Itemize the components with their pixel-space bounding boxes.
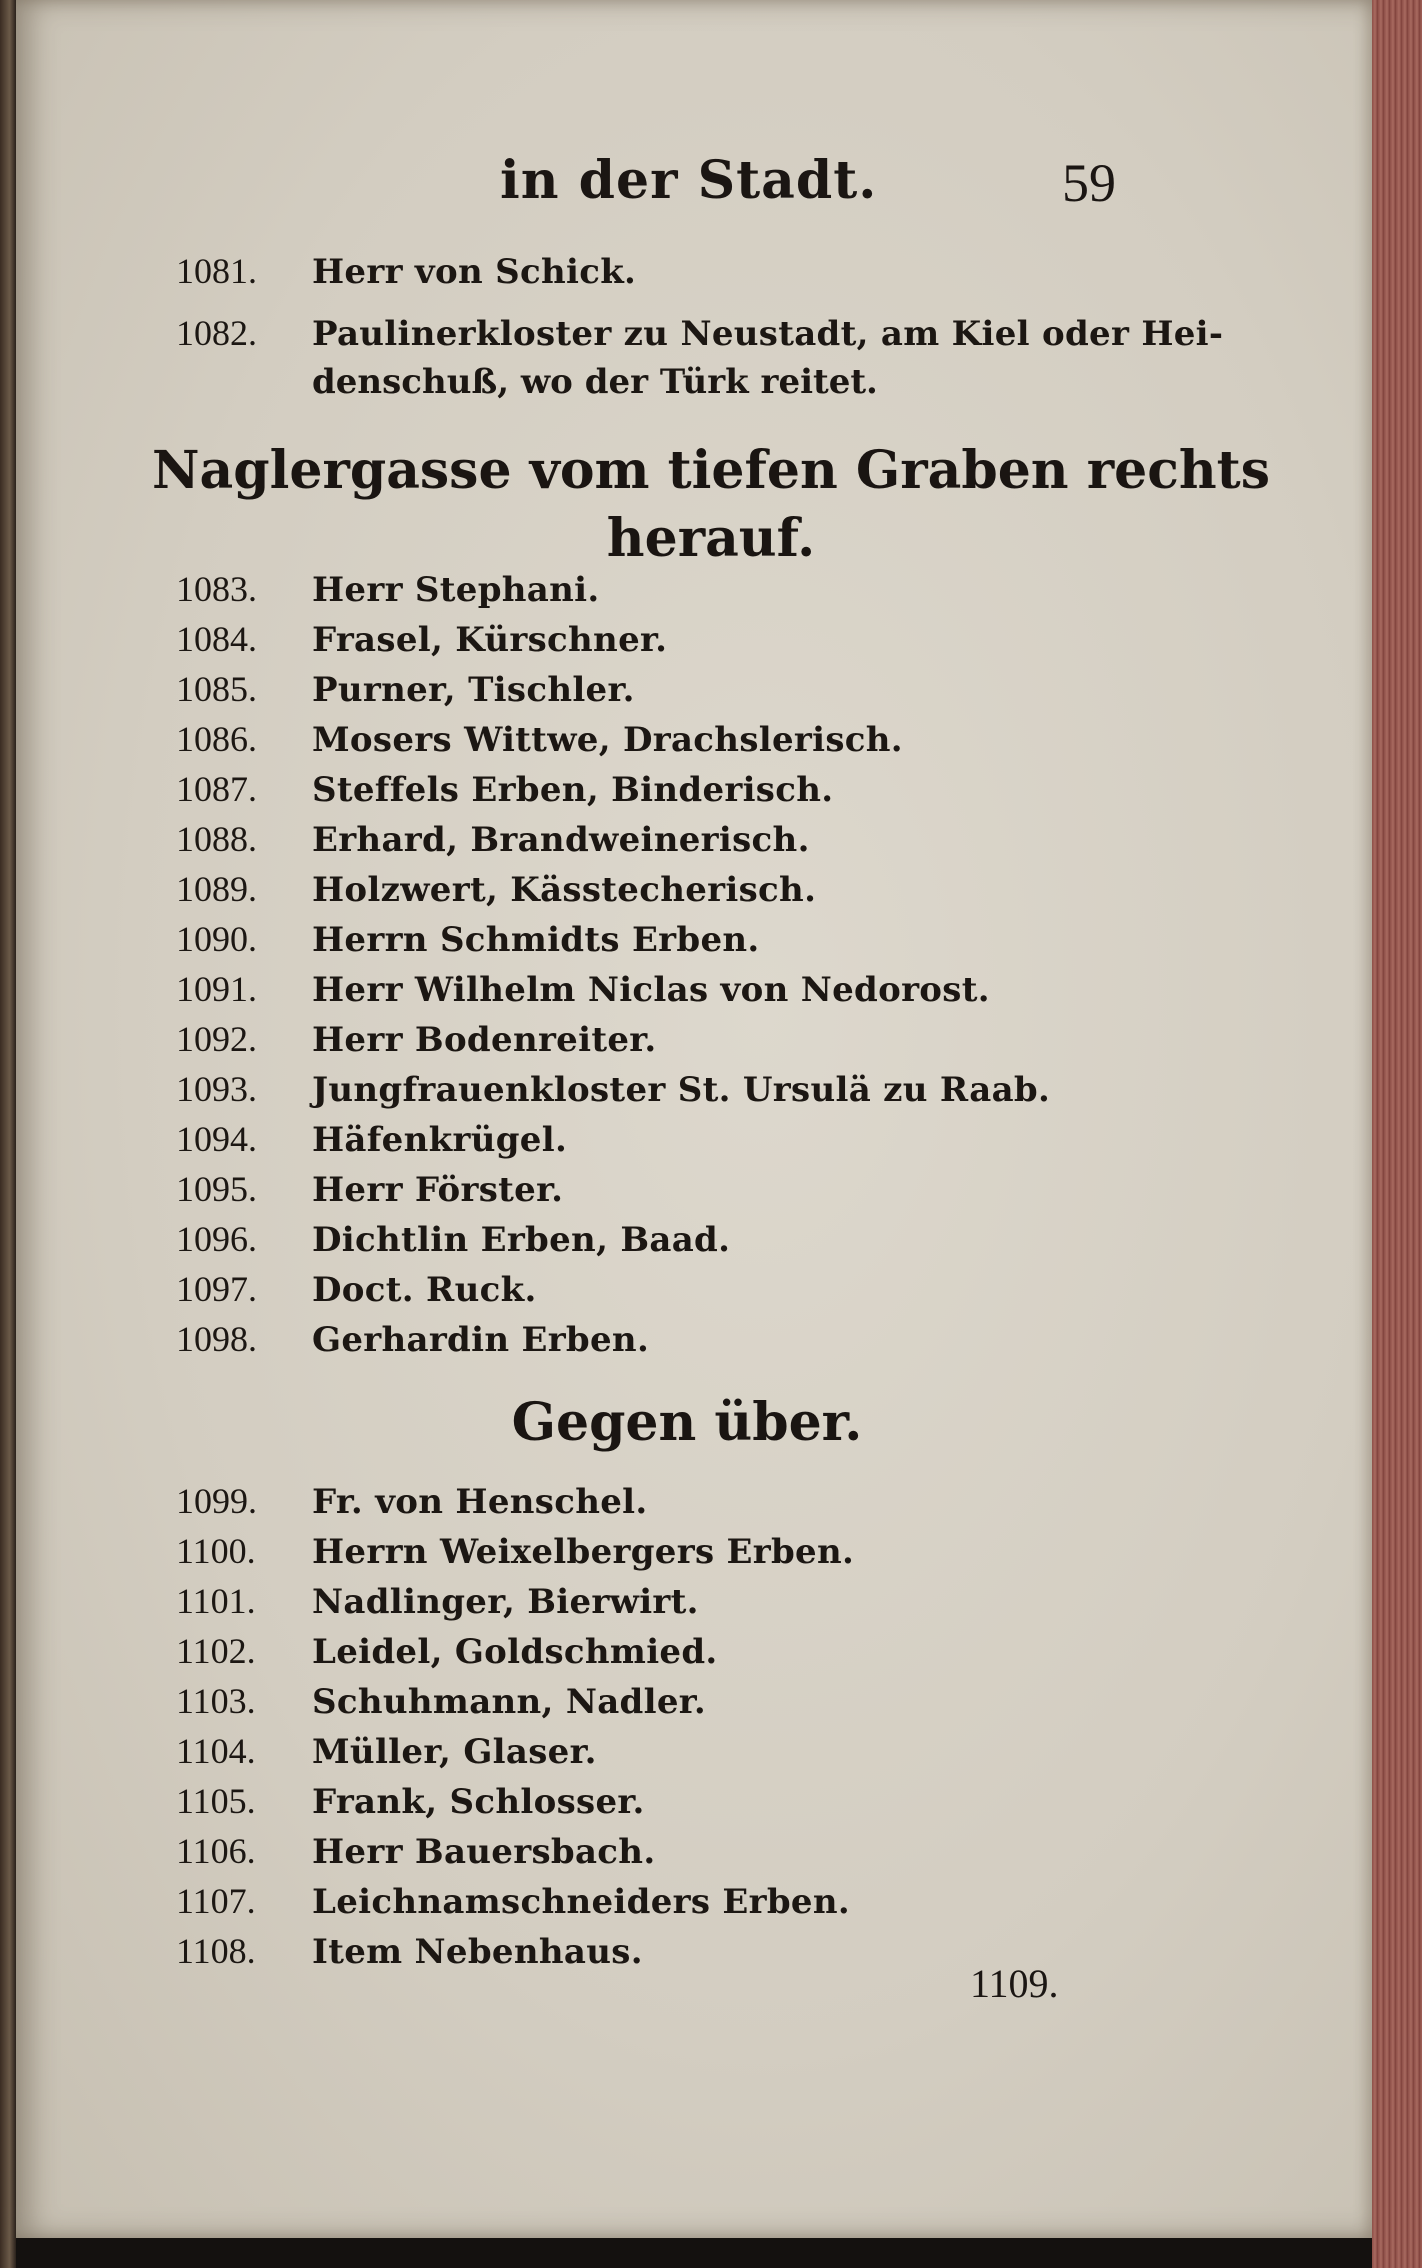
entry-number: 1101. [176,1581,256,1621]
list-item [176,618,667,664]
entry-text: Herr Stephani. [312,570,600,610]
list-item [176,568,600,614]
list-item [176,718,903,764]
running-head [0,150,1422,220]
list-item [176,868,816,914]
section-heading: Gegen über. [511,1392,863,1453]
entry-text: Fr. von Henschel. [312,1482,648,1522]
entry-number: 1108. [176,1931,256,1971]
entry-number: 1092. [176,1019,257,1059]
list-item [176,1630,718,1676]
entry-number: 1102. [176,1631,256,1671]
entry-number: 1100. [176,1531,256,1571]
section-heading-continuation: herauf. [606,508,816,569]
list-item [176,1780,645,1826]
entry-text: Dichtlin Erben, Baad. [312,1220,731,1260]
list-item [176,1218,730,1264]
entry-number: 1086. [176,719,257,759]
entry-text: Holzwert, Kässtecherisch. [312,870,817,910]
list-item [176,768,833,814]
entry-number: 1082. [176,313,257,353]
list-item [176,818,810,864]
entry-text: Herrn Weixelbergers Erben. [312,1532,855,1572]
page-number: 59 [1062,153,1116,213]
entry-number: 1081. [176,251,257,291]
catchword: 1109. [970,1961,1059,2006]
entry-text: Gerhardin Erben. [312,1320,650,1360]
entry-number: 1093. [176,1069,257,1109]
entry-text: Frank, Schlosser. [312,1782,645,1822]
entry-number: 1105. [176,1781,256,1821]
entry-number: 1088. [176,819,257,859]
entry-text: Item Nebenhaus. [312,1932,643,1972]
list-item [176,250,636,296]
entry-number: 1087. [176,769,257,809]
entry-number: 1089. [176,869,257,909]
entry-text: Herrn Schmidts Erben. [312,920,760,960]
list-item [176,1168,563,1214]
entry-text: Nadlinger, Bierwirt. [312,1582,699,1622]
entry-text: Herr von Schick. [312,252,637,292]
entry-text: Müller, Glaser. [312,1732,597,1772]
entry-number: 1098. [176,1319,257,1359]
entry-number: 1096. [176,1219,257,1259]
entry-text: Herr Förster. [312,1170,564,1210]
entry-number: 1091. [176,969,257,1009]
list-item [176,1830,655,1876]
entry-text: Leichnamschneiders Erben. [312,1882,851,1922]
entry-text: Doct. Ruck. [312,1270,537,1310]
entry-number: 1084. [176,619,257,659]
list-item [176,668,635,714]
running-title: in der Stadt. [500,150,878,211]
list-item [176,1068,1050,1114]
entry-text: Steffels Erben, Binderisch. [312,770,834,810]
entry-text: Mosers Wittwe, Drachslerisch. [312,720,903,760]
facing-page-edge [0,0,16,2268]
list-item [176,968,990,1014]
section-heading: Naglergasse vom tiefen Graben rechts [152,440,1270,501]
list-item [176,1530,854,1576]
list-item [176,1268,537,1314]
entry-number: 1085. [176,669,257,709]
entry-text: Herr Wilhelm Niclas von Nedorost. [312,970,990,1010]
list-item [176,1680,706,1726]
entry-text: Häfenkrügel. [312,1120,568,1160]
entry-text: Leidel, Goldschmied. [312,1632,718,1672]
entry-text: Schuhmann, Nadler. [312,1682,706,1722]
list-item [176,918,760,964]
entry-number: 1104. [176,1731,256,1771]
entry-number: 1094. [176,1119,257,1159]
entry-number: 1107. [176,1881,256,1921]
entry-number: 1083. [176,569,257,609]
entry-number: 1106. [176,1831,256,1871]
entry-text: Paulinerkloster zu Neustadt, am Kiel oder Hei- [312,314,1224,354]
list-item [176,1480,648,1526]
list-item [176,1118,567,1164]
list-item [176,1318,649,1364]
entry-number: 1103. [176,1681,256,1721]
entry-text: Herr Bodenreiter. [312,1020,657,1060]
list-item [176,1930,643,1976]
entry-continuation: denschuß, wo der Türk reitet. [312,362,878,402]
list-item [176,1730,597,1776]
entry-number: 1099. [176,1481,257,1521]
entry-text: Purner, Tischler. [312,670,635,710]
page-block-edge [1372,0,1422,2268]
list-item [176,312,1223,358]
list-item [176,1018,657,1064]
list-item [176,1880,850,1926]
entry-text: Herr Bauersbach. [312,1832,656,1872]
entry-text: Jungfrauenkloster St. Ursulä zu Raab. [312,1070,1051,1110]
entry-number: 1097. [176,1269,257,1309]
entry-text: Erhard, Brandweinerisch. [312,820,810,860]
list-item [176,1580,699,1626]
entry-number: 1090. [176,919,257,959]
entry-number: 1095. [176,1169,257,1209]
entry-text: Frasel, Kürschner. [312,620,668,660]
